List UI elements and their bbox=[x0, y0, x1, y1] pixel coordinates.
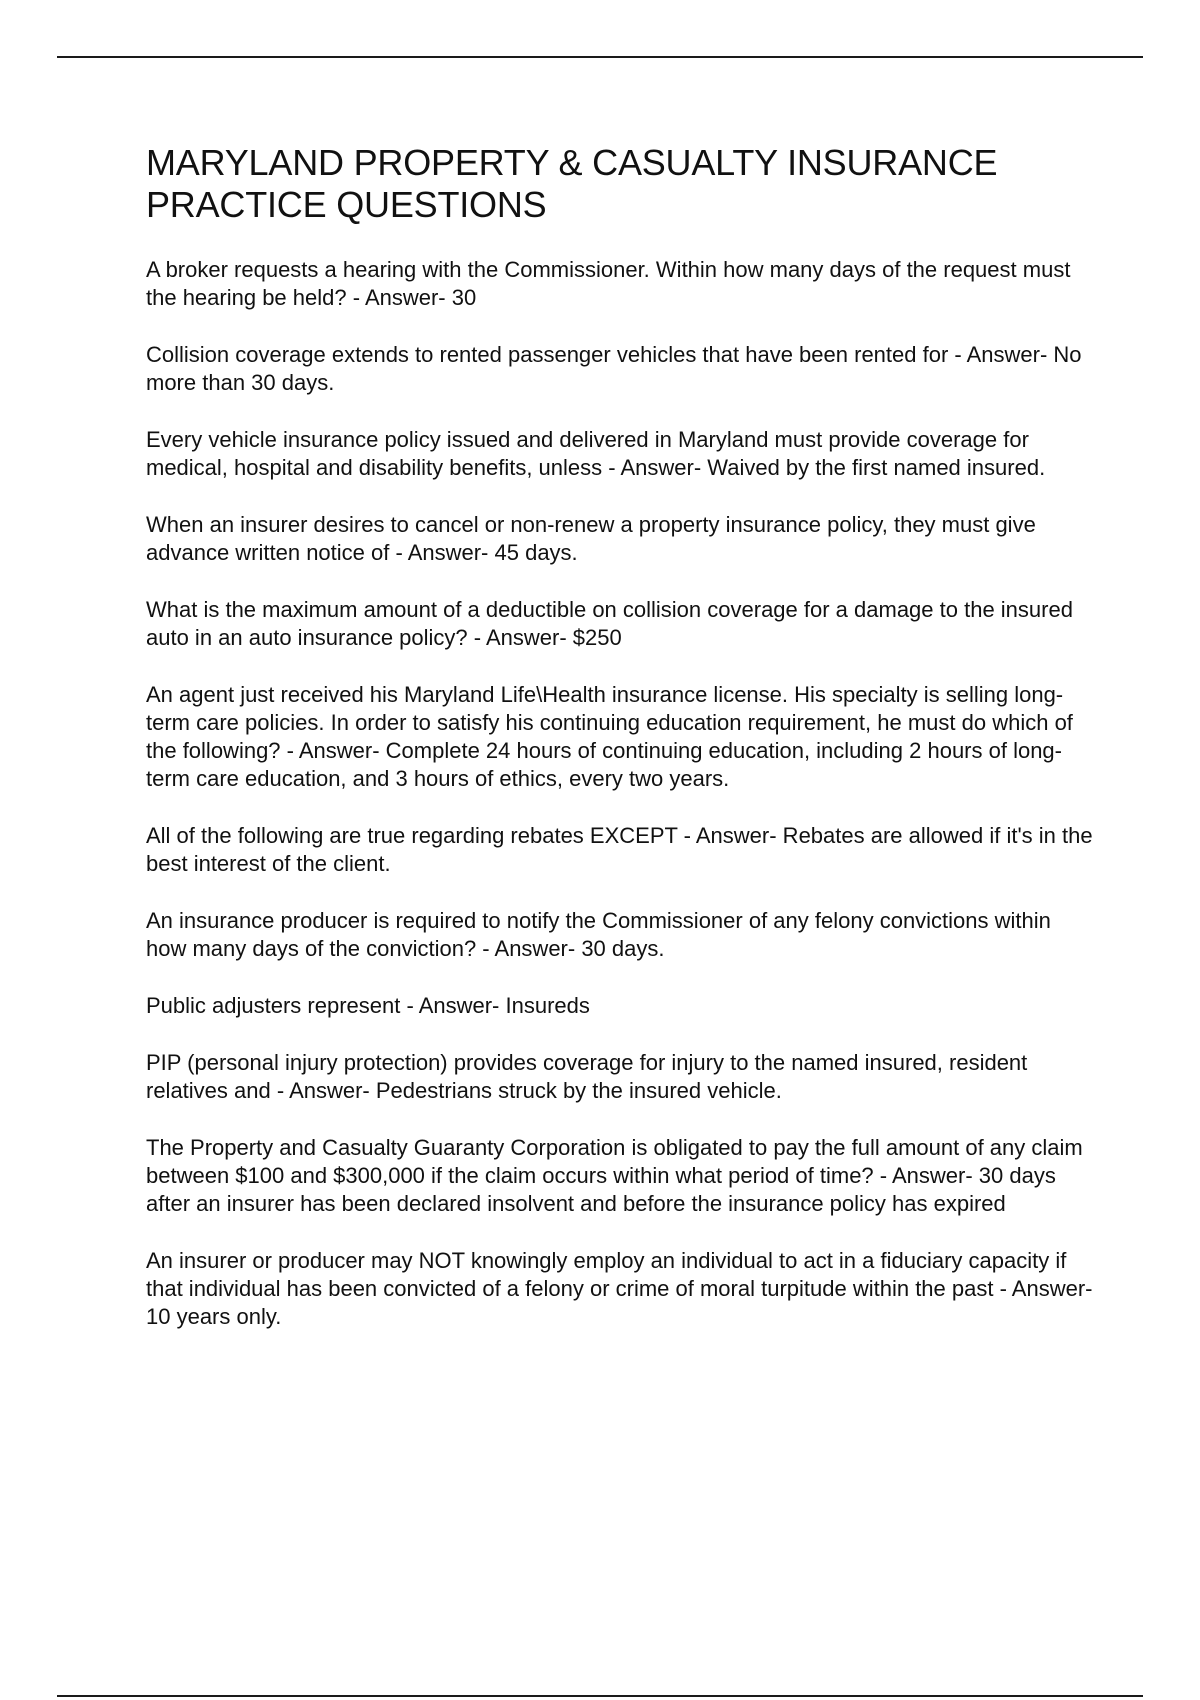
qa-item-11: The Property and Casualty Guaranty Corporation is obligated to pay the full amount of any claim between $100 and $300,000 if the claim occurs within what period of time? - Answer- 30 days after an insurer has been declared insolvent and before the insurance policy has expired bbox=[146, 1135, 1083, 1216]
qa-item-2: Collision coverage extends to rented passenger vehicles that have been rented for - Answer- No more than 30 days. bbox=[146, 342, 1082, 395]
qa-item-5: What is the maximum amount of a deductible on collision coverage for a damage to the insured auto in an auto insurance policy? - Answer- $250 bbox=[146, 597, 1073, 650]
qa-item-7: All of the following are true regarding rebates EXCEPT - Answer- Rebates are allowed if it's in the best interest of the client. bbox=[146, 823, 1093, 876]
qa-item-4: When an insurer desires to cancel or non-renew a property insurance policy, they must give advance written notice of - Answer- 45 days. bbox=[146, 512, 1036, 565]
qa-list bbox=[146, 256, 1096, 1331]
qa-item-9: Public adjusters represent - Answer- Insureds bbox=[146, 993, 590, 1018]
qa-item-6: An agent just received his Maryland Life\Health insurance license. His specialty is selling long-term care policies. In order to satisfy his continuing education requirement, he must do which of the following? - Answer- Complete 24 hours of continuing education, including 2 hours of long-term care education, and 3 hours of ethics, every two years. bbox=[146, 682, 1073, 791]
qa-item-8: An insurance producer is required to notify the Commissioner of any felony convictions within how many days of the conviction? - Answer- 30 days. bbox=[146, 908, 1051, 961]
qa-item-10: PIP (personal injury protection) provides coverage for injury to the named insured, resident relatives and - Answer- Pedestrians struck by the insured vehicle. bbox=[146, 1050, 1028, 1103]
qa-item-3: Every vehicle insurance policy issued and delivered in Maryland must provide coverage for medical, hospital and disability benefits, unless - Answer- Waived by the first named insured. bbox=[146, 427, 1046, 480]
document-body bbox=[146, 142, 1096, 1360]
document-title: MARYLAND PROPERTY & CASUALTY INSURANCE PRACTICE QUESTIONS bbox=[146, 142, 998, 225]
header-rule bbox=[57, 56, 1143, 58]
qa-item-1: A broker requests a hearing with the Commissioner. Within how many days of the request must the hearing be held? - Answer- 30 bbox=[146, 257, 1071, 310]
qa-item-12: An insurer or producer may NOT knowingly employ an individual to act in a fiduciary capacity if that individual has been convicted of a felony or crime of moral turpitude within the past - Answer- 10 years only. bbox=[146, 1248, 1093, 1329]
footer-rule bbox=[57, 1695, 1143, 1697]
